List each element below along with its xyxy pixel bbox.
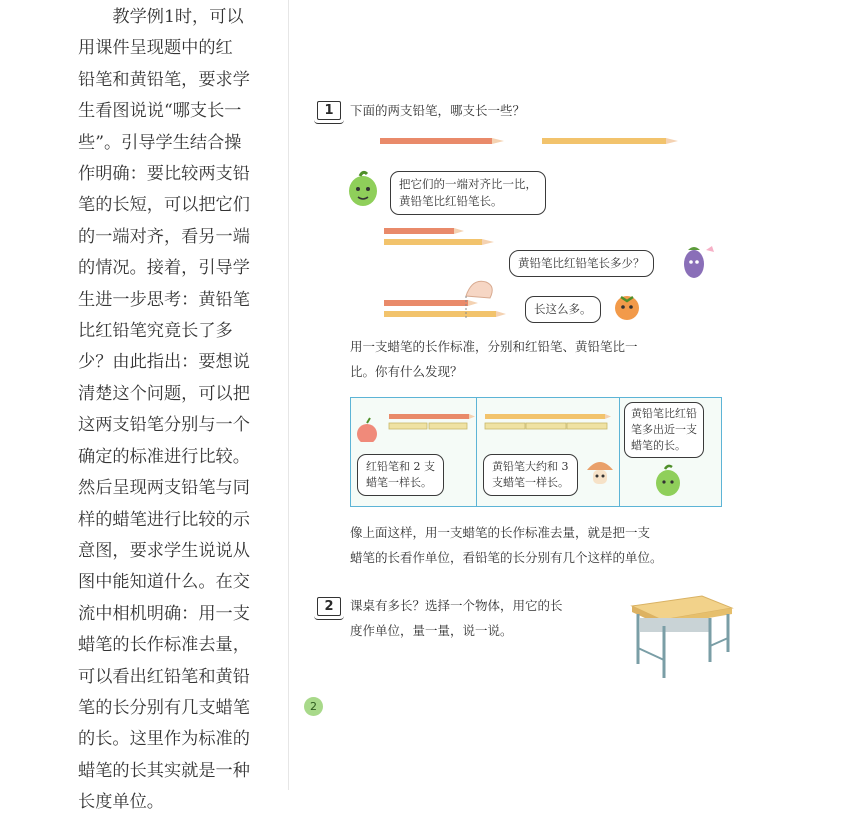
summary-paragraph: [350, 520, 663, 570]
teacher-note-line: 铅笔和黄铅笔，要求学: [78, 69, 250, 90]
teacher-note-line: 流中相机明确：用一支: [78, 603, 250, 624]
apple-character: [357, 424, 377, 442]
problem-1-question: 下面的两支铅笔，哪支长一些？: [350, 103, 526, 118]
green-pepper-small-character: [653, 464, 683, 498]
red-pencil: [380, 138, 504, 144]
teacher-note-line: 长度单位。: [78, 792, 164, 813]
bubble-align-line-2: 黄铅笔比红铅笔长。: [399, 194, 503, 208]
tomato-character: [611, 292, 645, 322]
panel-yellow-line-1: 黄铅笔大约和 3: [492, 460, 569, 473]
mushroom-character: [585, 456, 615, 488]
bubble-align-line-1: 把它们的一端对齐比一比，: [399, 177, 537, 191]
problem-2-line-1: 课桌有多长？选择一个物体，用它的长: [350, 598, 563, 613]
teacher-note-line: 作明确：要比较两支铅: [78, 164, 250, 185]
instruction-line-1: 用一支蜡笔的长作标准，分别和红铅笔、黄铅笔比一: [350, 339, 638, 354]
teacher-note-line: 教学例1时，可以: [78, 7, 244, 27]
teacher-note-line: 这两支铅笔分别与一个: [78, 415, 250, 436]
instruction-line-2: 比。你有什么发现？: [350, 364, 463, 379]
teacher-note-line: 笔的长分别有几支蜡笔: [78, 697, 250, 718]
teacher-note-line: 可以看出红铅笔和黄铅: [78, 666, 250, 687]
hand-measuring-pencils: [384, 276, 514, 322]
teacher-note-line: 的长。这里作为标准的: [78, 729, 250, 750]
pencils-aligned: [384, 226, 504, 248]
yellow-vs-crayons-figure: [481, 408, 617, 442]
desk-illustration: [624, 592, 736, 682]
teacher-note-line: 清楚这个问题，可以把: [78, 383, 250, 404]
teacher-note-line: 样的蜡笔进行比较的示: [78, 509, 250, 530]
speech-bubble-this-much: 长这么多。: [525, 296, 601, 323]
summary-line-2: 蜡笔的长看作单位，看铅笔的长分别有几个这样的单位。: [350, 550, 663, 565]
problem-2-line-2: 度作单位，量一量，说一说。: [350, 623, 513, 638]
teacher-note-line: 少？由此指出：要想说: [78, 352, 250, 373]
panel-more-line-2: 笔多出近一支: [631, 423, 697, 436]
comparison-panel: [350, 397, 722, 507]
teacher-note-line: 比红铅笔究竟长了多: [78, 321, 233, 342]
teacher-note-line: 确定的标准进行比较。: [78, 446, 250, 467]
pencils-unaligned: [380, 134, 700, 148]
panel-more-line-3: 蜡笔的长。: [631, 439, 686, 452]
teacher-note-line: 笔的长短，可以把它们: [78, 195, 250, 216]
yellow-pencil: [542, 138, 678, 144]
teacher-notes: [78, 2, 266, 819]
red-pencil-aligned: [384, 228, 454, 234]
speech-bubble-align: [390, 171, 546, 215]
panel-more-bubble: [624, 402, 704, 458]
teacher-note-line: 些”。引导学生结合操: [78, 132, 242, 153]
panel-more-line-1: 黄铅笔比红铅: [631, 407, 697, 420]
instruction-paragraph: [350, 334, 638, 384]
problem-2-number: 2: [317, 597, 341, 616]
teacher-note-line: 蜡笔的长作标准去量，: [78, 635, 250, 656]
panel-separator: [476, 398, 477, 506]
panel-yellow-line-2: 支蜡笔一样长。: [492, 476, 569, 489]
eggplant-character: [680, 240, 716, 280]
teacher-note-line: 意图，要求学生说说从: [78, 540, 250, 561]
summary-line-1: 像上面这样，用一支蜡笔的长作标准去量，就是把一支: [350, 525, 651, 540]
panel-red-line-2: 蜡笔一样长。: [366, 476, 432, 489]
panel-red-line-1: 红铅笔和 2 支: [366, 460, 435, 473]
teacher-note-line: 生看图说说“哪支长一: [78, 101, 242, 122]
teacher-note-line: 的情况。接着，引导学: [78, 258, 250, 279]
red-vs-crayons-figure: [353, 408, 475, 442]
problem-2-question: [350, 593, 563, 643]
teacher-note-line: 生进一步思考：黄铅笔: [78, 289, 250, 310]
teacher-note-line: 然后呈现两支铅笔与同: [78, 478, 250, 499]
teacher-note-line: 的一端对齐，看另一端: [78, 226, 250, 247]
teacher-note-line: 蜡笔的长其实就是一种: [78, 760, 250, 781]
problem-1-number: 1: [317, 101, 341, 120]
panel-yellow-bubble: [483, 454, 578, 496]
green-pepper-character: [346, 170, 380, 208]
yellow-pencil-aligned: [384, 239, 482, 245]
teacher-note-line: 图中能知道什么。在交: [78, 572, 250, 593]
panel-red-bubble: [357, 454, 444, 496]
teacher-note-line: 用课件呈现题中的红: [78, 38, 233, 59]
column-divider: [288, 0, 289, 790]
page-number-badge: 2: [304, 697, 323, 716]
panel-separator: [619, 398, 620, 506]
speech-bubble-how-much: 黄铅笔比红铅笔长多少？: [509, 250, 654, 277]
